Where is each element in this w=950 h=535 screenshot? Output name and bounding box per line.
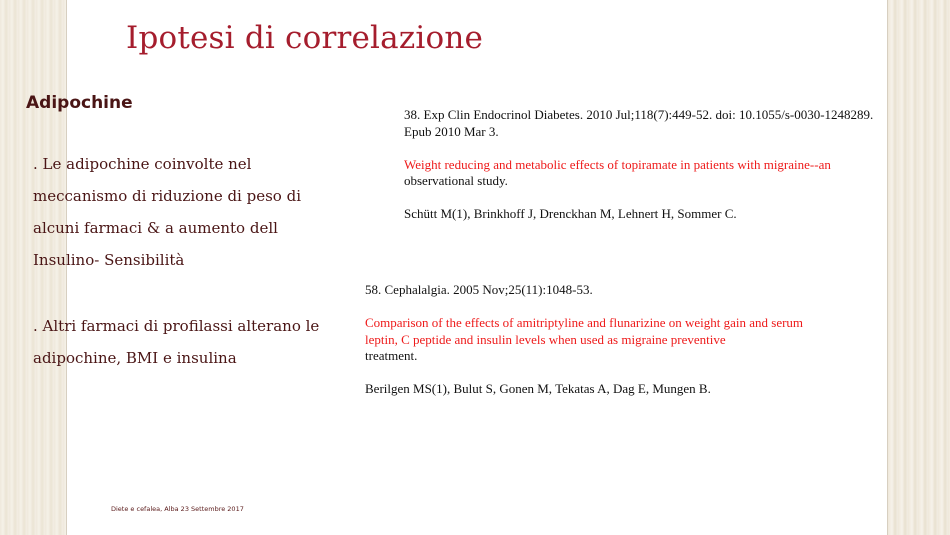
paper-background-right (888, 0, 950, 535)
reference-authors: Berilgen MS(1), Bulut S, Gonen M, Tekatas A, Dag E, Mungen B. (365, 381, 711, 396)
bullet-prophylaxis-drugs: . Altri farmaci di profilassi alterano le adipochine, BMI e insulina (33, 317, 320, 367)
reference-title-continued: treatment. (365, 348, 418, 363)
reference-citation: 58. Cephalalgia. 2005 Nov;25(11):1048-53. (365, 282, 593, 297)
bullet-adipokines-weight: . Le adipochine coinvolte nel meccanismo di riduzione di peso di alcuni farmaci & a aumento dell Insulino- Sensibilità (33, 155, 302, 269)
slide-title: Ipotesi di correlazione (126, 20, 484, 56)
reference-authors: Schütt M(1), Brinkhoff J, Drenckhan M, Lehnert H, Sommer C. (404, 206, 737, 221)
reference-citation: 38. Exp Clin Endocrinol Diabetes. 2010 Jul;118(7):449-52. doi: 10.1055/s-0030-1248289. Epub 2010 Mar 3. (404, 107, 874, 139)
reference-topiramate (404, 107, 884, 223)
reference-title: Comparison of the effects of amitriptyline and flunarizine on weight gain and serum leptin, C peptide and insulin levels when used as migraine preventive (365, 315, 804, 347)
slide-border-right (887, 0, 888, 535)
reference-amitriptyline-flunarizine (365, 282, 825, 398)
slide-footer: Diete e cefalea, Alba 23 Settembre 2017 (111, 505, 244, 513)
section-heading: Adipochine (26, 93, 133, 113)
reference-title: Weight reducing and metabolic effects of topiramate in patients with migraine--an (404, 156, 831, 172)
reference-title-continued: observational study. (404, 173, 508, 188)
